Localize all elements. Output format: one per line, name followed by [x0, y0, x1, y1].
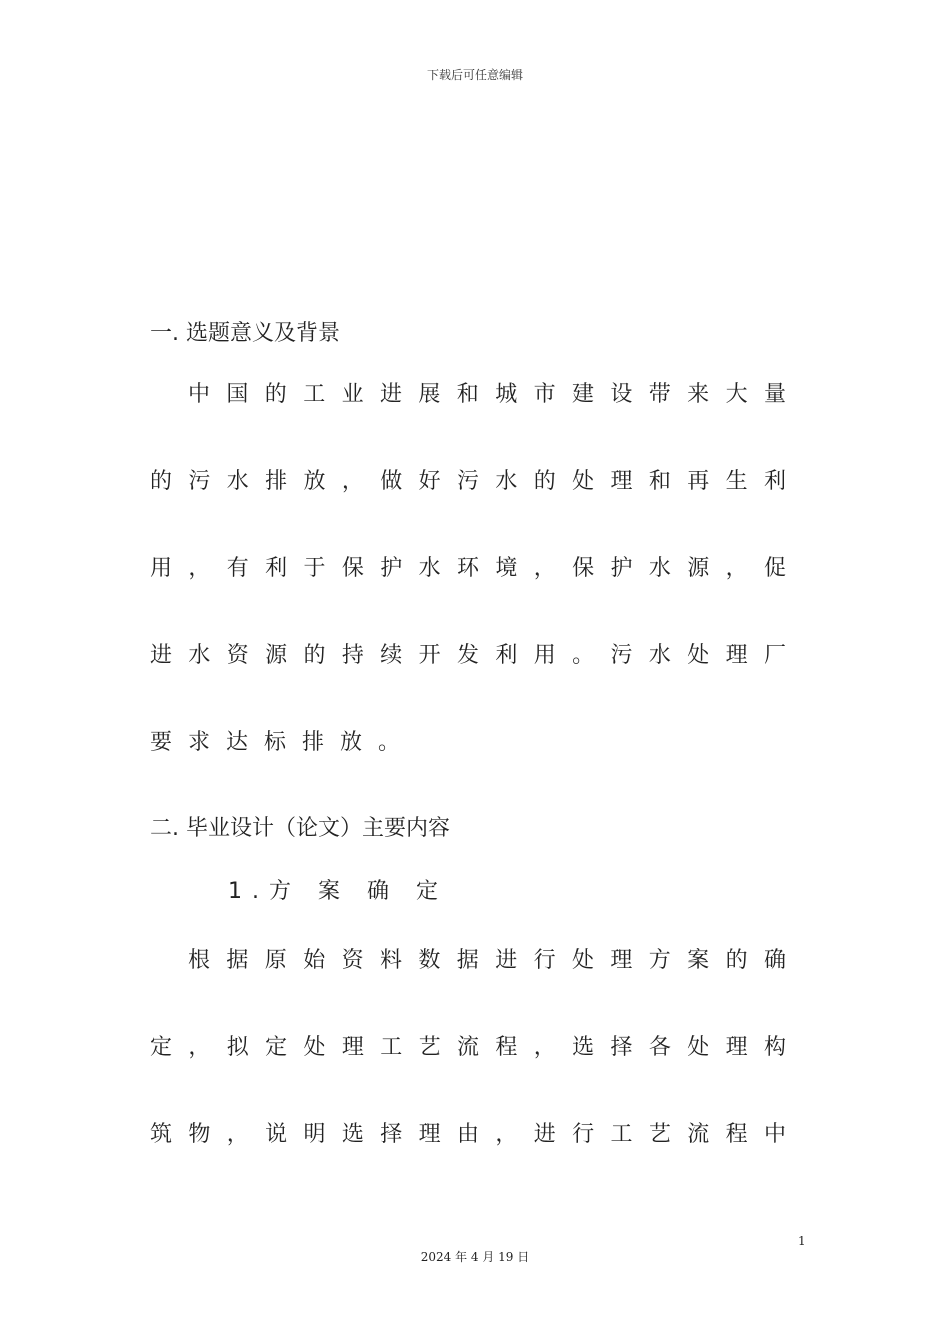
section-1-paragraph-line: 用，有利于保护水环境，保护水源，促: [150, 556, 786, 581]
subsection-heading: 1.方 案 确 定: [228, 879, 448, 904]
section-1-paragraph-line: 要求达标排放。: [150, 730, 417, 755]
section-1-paragraph-line: 的污水排放，做好污水的处理和再生利: [150, 469, 786, 494]
section-1-heading: 一. 选题意义及背景: [150, 321, 340, 346]
section-2-heading: 二. 毕业设计（论文）主要内容: [150, 816, 450, 841]
section-2-paragraph-line: 根据原始资料数据进行处理方案的确: [188, 948, 786, 973]
section-2-paragraph-line: 定，拟定处理工艺流程，选择各处理构: [150, 1035, 786, 1060]
section-2-paragraph-line: 筑物，说明选择理由，进行工艺流程中: [150, 1122, 786, 1147]
footer-date: 2024 年 4 月 19 日: [420, 1250, 530, 1264]
page-header-note: 下载后可任意编辑: [426, 68, 523, 82]
section-1-paragraph-line: 中国的工业进展和城市建设带来大量: [188, 382, 786, 407]
section-1-paragraph-line: 进水资源的持续开发利用。污水处理厂: [150, 643, 786, 668]
page-number: 1: [798, 1234, 806, 1248]
